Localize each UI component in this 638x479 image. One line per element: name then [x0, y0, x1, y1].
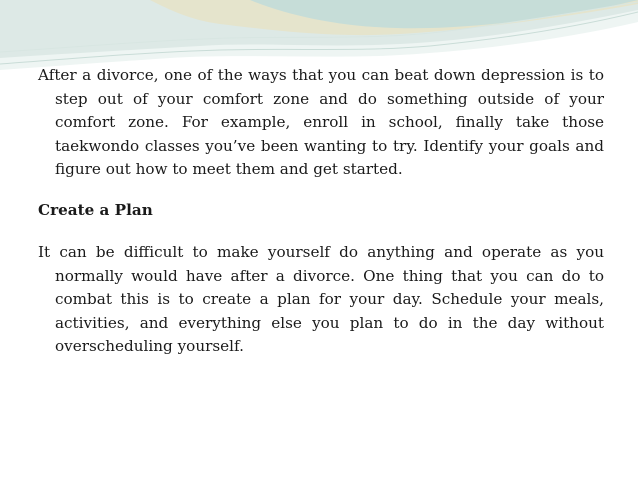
spacer [38, 222, 604, 241]
spacer [38, 182, 604, 199]
paragraph-2: It can be difficult to make yourself do anything and operate as you normally would have after a divorce. One thing that you can do to combat this is to create a plan for your day. Schedule your meals, activities, and everything else you plan to do in the day without overscheduling yourself. [38, 243, 604, 355]
paragraph-1: After a divorce, one of the ways that you can beat down depression is to step out of your comfort zone and do something outside of your comfort zone. For example, enroll in school, finally take those taekwondo classes you’ve been wanting to try. Identify your goals and figure out how to meet them and get started. [38, 66, 604, 178]
section-heading: Create a Plan [38, 200, 153, 219]
slide-body [38, 64, 604, 359]
